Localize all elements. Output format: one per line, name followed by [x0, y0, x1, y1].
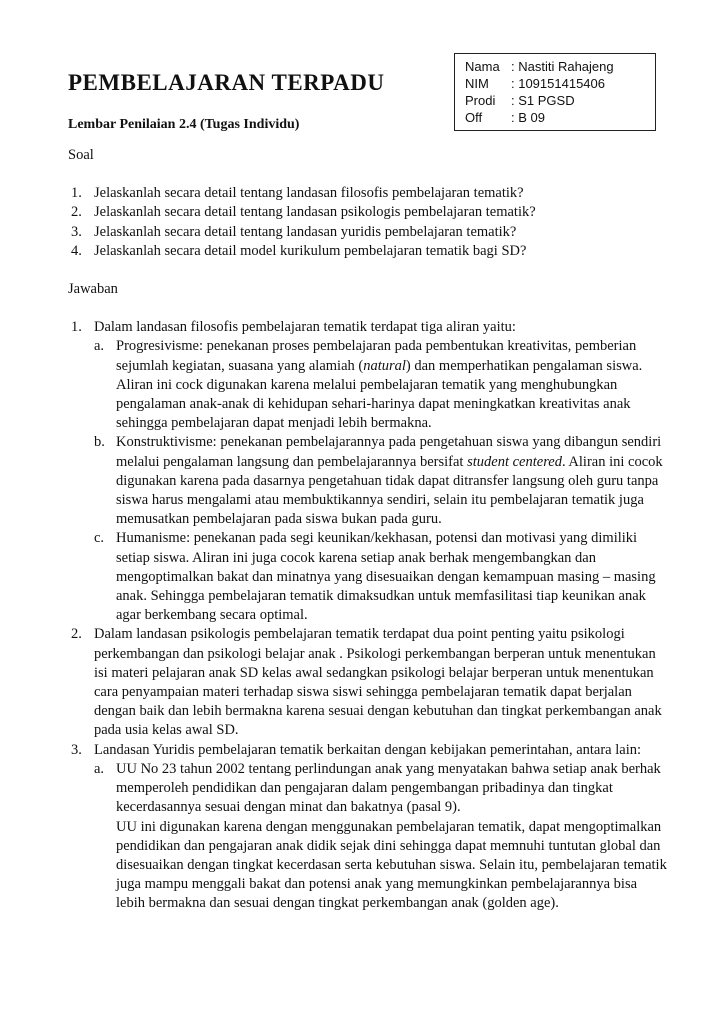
answer-subitem: [94, 337, 668, 433]
subitem-text: UU ini digunakan karena dengan menggunakan pembelajaran tematik, dapat mengoptimalkan pendidikan dan pengajaran anak didik sejak dini sehingga dapat memnuhi tuntutan global dan disesuaikan dengan tingkat kecerdasan serta kebutuhan siswa. Selain itu, pembelajaran tematik juga mampu menggali bakat dan potensi anak yang memungkinkan pembelajarannya bisa lebih bermakna dan sesuai dengan tingkat perkembangan anak (golden age).: [116, 818, 667, 912]
question-list: [68, 184, 668, 261]
answer-number: 2.: [71, 626, 82, 643]
info-row-prodi: [465, 92, 655, 109]
info-value: : 109151415406: [511, 76, 605, 91]
question-text: Jelaskanlah secara detail tentang landasan psikologis pembelajaran tematik?: [94, 204, 536, 221]
answer-list: [68, 318, 668, 913]
question-text: Jelaskanlah secara detail model kurikulum pembelajaran tematik bagi SD?: [94, 242, 527, 259]
answer-item: [68, 318, 668, 625]
subitem-text: Progresivisme: penekanan proses pembelajaran pada pembentukan kreativitas, pemberian sejumlah kegiatan, suasana yang alamiah (natural) dan memperhatikan pengalaman siswa. Aliran ini cock digunakan karena melalui pembelajaran tematik yang menghubungkan pengalaman anak-anak di kehidupan sehari-harinya dapat meningkatkan kreativitas anak sehingga pembelajaran dapat menjadi lebih bermakna.: [116, 338, 643, 432]
info-value: : Nastiti Rahajeng: [511, 59, 614, 74]
info-label: Prodi: [465, 93, 496, 108]
info-label: NIM: [465, 76, 489, 91]
answer-subitem: [94, 529, 668, 625]
answer-intro: Landasan Yuridis pembelajaran tematik berkaitan dengan kebijakan pemerintahan, antara lain:: [94, 741, 642, 758]
question-number: 3.: [71, 223, 82, 240]
question-text: Jelaskanlah secara detail tentang landasan filosofis pembelajaran tematik?: [94, 185, 524, 202]
question-item: [68, 203, 668, 222]
emphasis-term: natural: [363, 357, 406, 374]
subitem-letter: a.: [94, 760, 105, 777]
answer-number: 3.: [71, 741, 82, 758]
answer-number: 1.: [71, 319, 82, 336]
info-row-nama: [465, 58, 655, 75]
soal-heading: Soal: [68, 147, 94, 163]
info-value: : B 09: [511, 110, 545, 125]
info-label: Nama: [465, 59, 500, 74]
question-text: Jelaskanlah secara detail tentang landasan yuridis pembelajaran tematik?: [94, 223, 517, 240]
question-number: 1.: [71, 185, 82, 202]
subitem-text: Humanisme: penekanan pada segi keunikan/kekhasan, potensi dan motivasi yang dimiliki setiap siswa. Aliran ini juga cocok karena setiap anak berhak mengembangkan dan mengoptimalkan bakat dan minatnya yang disesuaikan dengan kemampuan masing – masing anak. Sehingga pembelajaran tematik dimaksudkan untuk memfasilitasi tiap keunikan anak agar berkembang secara optimal.: [116, 530, 656, 624]
subitem-text: UU No 23 tahun 2002 tentang perlindungan anak yang menyatakan bahwa setiap anak berhak memperoleh pendidikan dan pengajaran dalam pengembangan pribadinya dan tingkat kecerdasannya sesuai dengan minat dan bakatnya (pasal 9).: [116, 760, 661, 816]
answer-intro: Dalam landasan filosofis pembelajaran tematik terdapat tiga aliran yaitu:: [94, 319, 516, 336]
answer-subitem: [94, 760, 668, 914]
question-item: [68, 223, 668, 242]
question-item: [68, 242, 668, 261]
document-body: [68, 146, 668, 914]
document-title: PEMBELAJARAN TERPADU: [68, 70, 385, 95]
answer-text: Dalam landasan psikologis pembelajaran tematik terdapat dua point penting yaitu psikologi perkembangan dan psikologi belajar anak . Psikologi perkembangan berperan untuk menentukan isi materi pelajaran anak SD kelas awal sedangkan psikologi belajar berperan untuk menentukan cara penyampaian materi terhadap siswa siswi sehingga pembelajaran tematik dapat berjalan dengan baik dan lebih bermakna karena sesuai dengan kebutuhan dan tingkat perkembangan anak pada usia kelas awal SD.: [94, 626, 662, 739]
info-row-off: [465, 109, 655, 126]
document-subtitle: Lembar Penilaian 2.4 (Tugas Individu): [68, 117, 300, 132]
info-row-nim: [465, 75, 655, 92]
answer-subitem: [94, 433, 668, 529]
subitem-letter: c.: [94, 530, 105, 547]
subitem-text: Konstruktivisme: penekanan pembelajarannya pada pengetahuan siswa yang dibangun sendiri melalui pengalaman langsung dan pembelajarannya bersifat student centered. Aliran ini cocok digunakan karena pada dasarnya pengetahuan tidak dapat ditransfer langsung oleh guru tanpa siswa harus mengalami atau membuktikannya sendiri, selain itu pembelajaran tematik juga memusatkan pembelajaran pada siswa bukan pada guru.: [116, 434, 663, 528]
answer-item: [68, 625, 668, 740]
info-value: : S1 PGSD: [511, 93, 575, 108]
question-item: [68, 184, 668, 203]
question-number: 2.: [71, 204, 82, 221]
subitem-letter: b.: [94, 434, 105, 451]
answer-item: [68, 741, 668, 914]
subitem-letter: a.: [94, 338, 105, 355]
student-info-box: [454, 53, 656, 131]
jawaban-heading: Jawaban: [68, 281, 118, 298]
info-label: Off: [465, 110, 483, 125]
emphasis-term: student centered: [467, 453, 562, 470]
question-number: 4.: [71, 242, 82, 259]
